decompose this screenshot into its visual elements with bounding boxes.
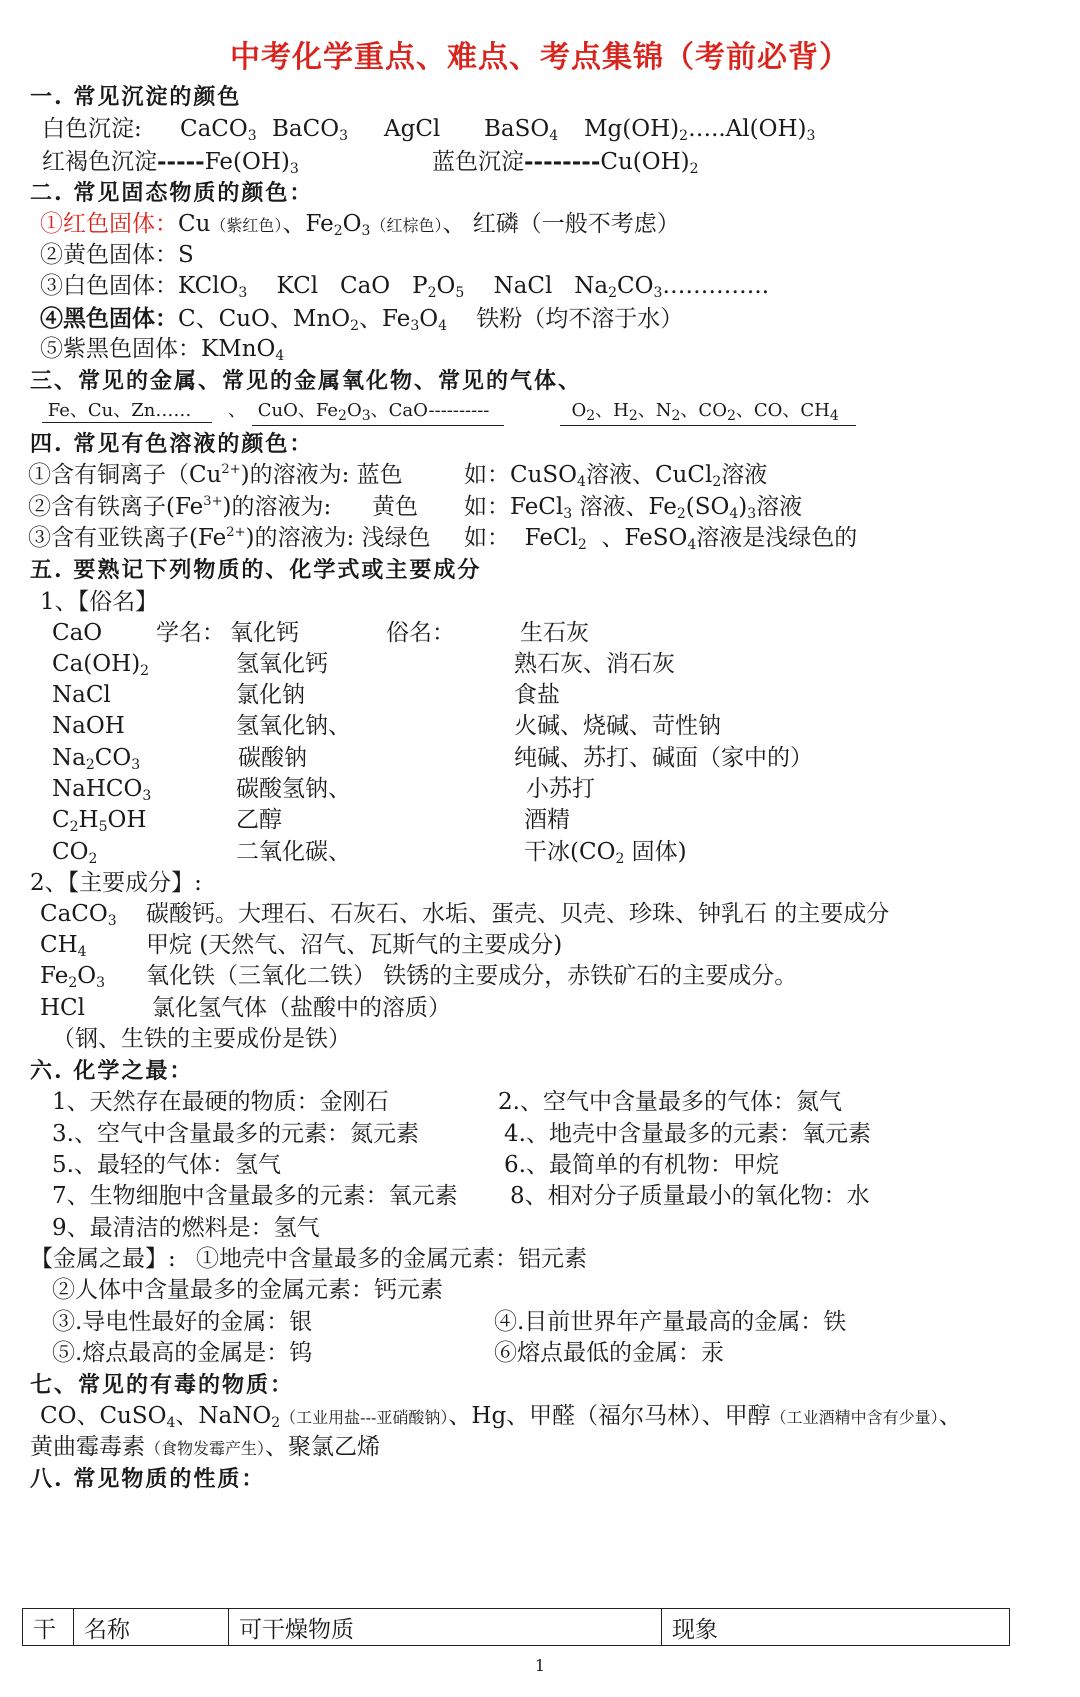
separator: 、 xyxy=(228,400,246,421)
purple-black-solids-line: ⑤紫黑色固体：KMnO$_4$ xyxy=(40,336,285,364)
metal-superlative: ⑥熔点最低的金属：汞 xyxy=(494,1340,724,1366)
superlative-item: 9、最清洁的燃料是：氢气 xyxy=(52,1215,320,1241)
metal-superlative: ②人体中含量最多的金属元素：钙元素 xyxy=(52,1277,443,1303)
common-name-label: 俗名： xyxy=(386,620,455,646)
formula-cao: CaO xyxy=(52,620,103,646)
sci-name: 碳酸钠 xyxy=(238,745,307,771)
section-2-heading: 二. 常见固态物质的颜色： xyxy=(30,180,314,206)
sci-name: 氧化钙 xyxy=(230,620,299,646)
table-header-cell: 可干燥物质 xyxy=(229,1609,662,1646)
formula: BaCO$_3$ xyxy=(272,116,348,144)
formula-na2co3: $Na_2CO_3$ xyxy=(52,745,141,773)
properties-table xyxy=(22,1608,1010,1646)
formula-naoh: NaOH xyxy=(52,713,125,739)
metal-superlative: ④.目前世界年产量最高的金属：铁 xyxy=(494,1309,847,1335)
section-7-heading: 七、常见的有毒的物质： xyxy=(30,1372,295,1398)
superlative-item: 8、相对分子质量最小的氧化物：水 xyxy=(510,1183,870,1209)
copper-ion-line: ①含有铜离子$(Cu^{2+})$的溶液为: 蓝色 xyxy=(28,462,403,488)
metal-superlative: ①地壳中含量最多的金属元素：铝元素 xyxy=(196,1246,587,1272)
formula-caco3: CaCO$_3$ xyxy=(40,901,117,929)
formula-hcl: HCl xyxy=(40,995,86,1021)
metal-superlative: ⑤.熔点最高的金属是：钨 xyxy=(52,1340,313,1366)
common-name-dry-ice: 干冰($CO_2$ 固体) xyxy=(524,839,687,867)
yellow-solids-line: ②黄色固体：S xyxy=(40,242,194,268)
main-components-subheading: 2、【主要成分】: xyxy=(30,870,202,896)
main-component-desc: 氯化氢气体（盐酸中的溶质） xyxy=(152,995,451,1021)
formula-caoh2: $Ca(OH)_2$ xyxy=(52,651,150,679)
iron3-example: 如：FeCl$_3$ 溶液、$Fe_2(SO_4)_3$溶液 xyxy=(464,494,803,522)
sci-name: 氢氧化钠、 xyxy=(236,713,351,739)
table-header-row xyxy=(23,1609,1010,1646)
white-solids-line: ③白色固体：KClO$_3$ KCl CaO $P_2O_5$ NaCl $Na_2CO_3\dots\dots\dots\dots$.. xyxy=(40,273,770,301)
common-gases: $O_2$、$H_2$、$N_2$、$CO_2$、CO、$CH_4$ xyxy=(560,400,856,426)
scientific-name-label: 学名： xyxy=(156,620,225,646)
formula-ch4: $CH_4$ xyxy=(40,932,87,960)
common-name: 食盐 xyxy=(514,682,560,708)
superlative-item: 7、生物细胞中含量最多的元素：氧元素 xyxy=(52,1183,458,1209)
section-8-heading: 八. 常见物质的性质： xyxy=(30,1466,266,1492)
red-solids-line: ①红色固体：Cu（紫红色）、$Fe_2O_3$（红棕色）、 红磷（一般不考虑） xyxy=(40,211,680,239)
redbrown-precipitate: 红褐色沉淀$-----Fe(OH)_3$ xyxy=(42,148,299,177)
white-precipitate-label: 白色沉淀: xyxy=(42,116,142,142)
sci-name: 二氧化碳、 xyxy=(236,839,351,865)
copper-ion-example: 如：CuSO$_4$溶液、CuCl$_2$溶液 xyxy=(464,462,768,490)
formula: $Mg(OH)_2\dots..Al(OH)_3$ xyxy=(584,116,816,144)
section-5-heading: 五. 要熟记下列物质的、化学式或主要成分 xyxy=(30,557,482,583)
common-name: 酒精 xyxy=(524,807,570,833)
formula-fe2o3: $Fe_2O_3$ xyxy=(40,963,106,991)
page-title: 中考化学重点、难点、考点集锦（考前必背） xyxy=(230,40,850,75)
black-solids-line: ④黑色固体：C、CuO、MnO$_2$、$Fe_3O_4$ 铁粉（均不溶于水） xyxy=(40,305,684,334)
main-component-desc: 氧化铁（三氧化二铁） 铁锈的主要成分，赤铁矿石的主要成分。 xyxy=(146,963,798,989)
section-1-heading: 一. 常见沉淀的颜色 xyxy=(30,84,242,110)
metal-superlative: ③.导电性最好的金属：银 xyxy=(52,1309,313,1335)
table-header-cell: 干 xyxy=(23,1609,74,1646)
page-number: 1 xyxy=(534,1656,546,1675)
blue-precipitate: 蓝色沉淀$--------Cu(OH)_2$ xyxy=(432,148,699,177)
steel-note: （钢、生铁的主要成份是铁） xyxy=(52,1026,351,1052)
superlative-item: 1、天然存在最硬的物质：金刚石 xyxy=(52,1089,389,1115)
superlative-item: 4.、地壳中含量最多的元素：氧元素 xyxy=(504,1121,871,1147)
common-metals: Fe、Cu、Zn…… xyxy=(42,400,212,423)
sci-name: 乙醇 xyxy=(236,807,282,833)
toxic-substances-line-2: 黄曲霉毒素（食物发霉产生）、聚氯乙烯 xyxy=(30,1434,381,1460)
common-name: 小苏打 xyxy=(526,776,595,802)
formula: CaCO$_3$ xyxy=(180,116,257,144)
iron3-color: 黄色 xyxy=(372,494,418,520)
superlative-item: 3.、空气中含量最多的元素：氮元素 xyxy=(52,1121,419,1147)
table-header-cell: 名称 xyxy=(74,1609,229,1646)
section-4-heading: 四. 常见有色溶液的颜色： xyxy=(30,431,314,457)
common-names-subheading: 1、【俗名】 xyxy=(40,589,159,615)
section-3-heading: 三、常见的金属、常见的金属氧化物、常见的气体、 xyxy=(30,368,583,394)
formula: BaSO$_4$ xyxy=(484,116,559,144)
iron3-ion-line: ②含有铁离子$(Fe^{3+})$的溶液为: xyxy=(28,494,332,520)
white-precipitate-line xyxy=(42,116,142,144)
common-name: 熟石灰、消石灰 xyxy=(514,651,675,677)
metal-superlatives-heading: 【金属之最】: xyxy=(30,1246,176,1272)
superlative-item: 2.、空气中含量最多的气体：氮气 xyxy=(498,1089,842,1115)
sci-name: 氯化钠 xyxy=(236,682,305,708)
superlative-item: 5.、最轻的气体：氢气 xyxy=(52,1152,281,1178)
section-6-heading: 六. 化学之最： xyxy=(30,1058,194,1084)
iron2-example: 如： FeCl$_2$ 、FeSO$_4$溶液是浅绿色的 xyxy=(464,525,858,553)
sci-name: 碳酸氢钠、 xyxy=(236,776,351,802)
formula-nacl: NaCl xyxy=(52,682,111,708)
formula-co2: $CO_2$ xyxy=(52,839,98,867)
iron2-ion-line: ③含有亚铁离子$(Fe^{2+})$的溶液为: 浅绿色 xyxy=(28,525,431,551)
main-component-desc: 碳酸钙。大理石、石灰石、水垢、蛋壳、贝壳、珍珠、钟乳石 的主要成分 xyxy=(146,901,890,927)
common-name: 生石灰 xyxy=(520,620,589,646)
formula: AgCl xyxy=(384,116,441,142)
sci-name: 氢氧化钙 xyxy=(236,651,328,677)
main-component-desc: 甲烷 (天然气、沼气、瓦斯气的主要成分) xyxy=(146,932,563,958)
common-oxides: CuO、$Fe_2O_3$、CaO---------- xyxy=(252,400,504,426)
toxic-substances-line-1: CO、CuSO$_4$、NaNO$_2$（工业用盐---亚硝酸钠）、Hg、甲醛（福尔马林）、甲醇（工业酒精中含有少量）、 xyxy=(40,1403,962,1431)
superlative-item: 6.、最简单的有机物：甲烷 xyxy=(504,1152,779,1178)
formula-nahco3: NaHCO$_3$ xyxy=(52,776,152,804)
common-name: 火碱、烧碱、苛性钠 xyxy=(514,713,721,739)
table-header-cell: 现象 xyxy=(662,1609,1010,1646)
common-name: 纯碱、苏打、碱面（家中的） xyxy=(514,745,813,771)
formula-c2h5oh: $C_2H_5OH$ xyxy=(52,807,147,835)
